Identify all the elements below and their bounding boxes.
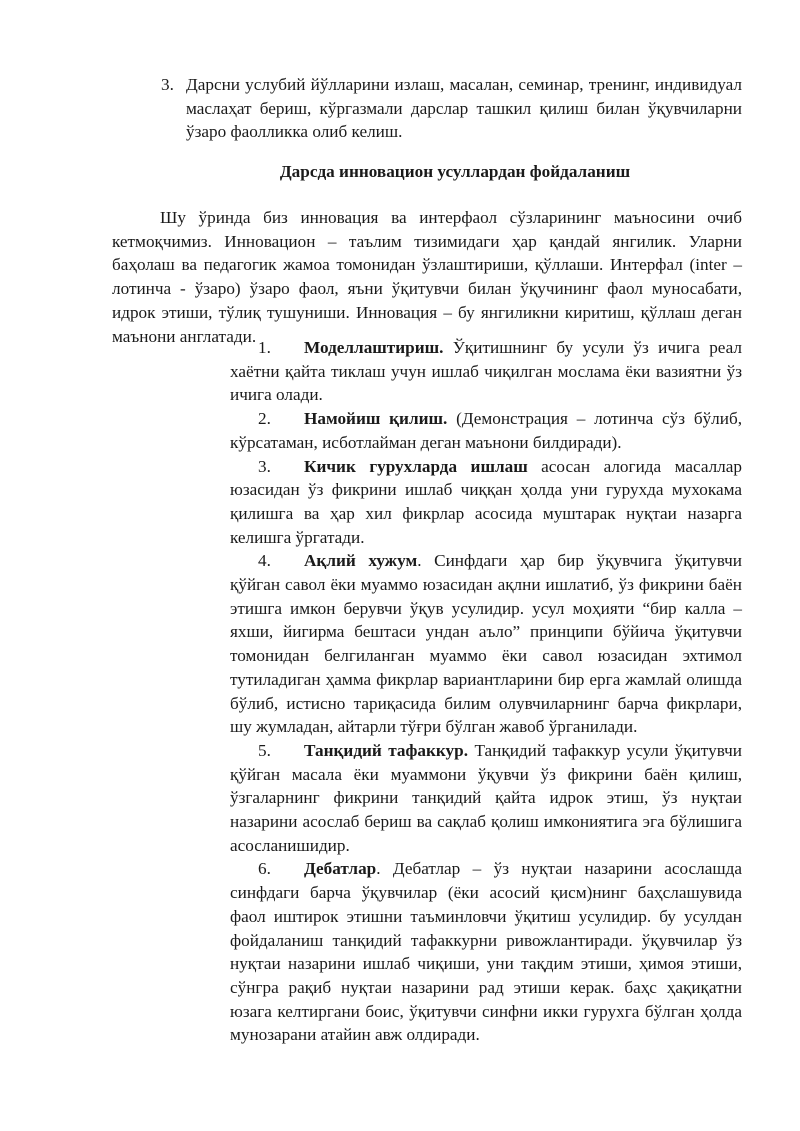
intro-item-number: 3. bbox=[161, 75, 174, 94]
method-description: Танқидий тафаккур усули ўқитувчи қўйган масала ёки муаммони ўқувчи ўз фикрини баён қилиш, ўзгаларнинг фикрини танқидий қайта идрок этиш, ўз нуқтаи назарини асослаб бериш ва сақлаб қолиш имкониятига эга бўлишига асосланишидир. bbox=[230, 740, 742, 855]
method-term: Дебатлар bbox=[304, 859, 377, 879]
method-item-demonstration bbox=[230, 407, 742, 454]
method-number: 5. bbox=[258, 740, 271, 760]
method-term: Моделлаштириш. bbox=[304, 338, 444, 357]
method-term: Ақлий хужум bbox=[304, 551, 418, 571]
intro-paragraph: Шу ўринда биз инновация ва интерфаол сўзларининг маъносини очиб кетмоқчимиз. Инновацион – таълим тизимидаги ҳар қандай янгилик. Уларни баҳолаш ва педагогик жамоа томонидан ўзлаштириши, қўллаши. Интерфал (inter – лотинча - ўзаро) ўзаро фаол, яъни ўқитувчи билан ўқучининг фаол муносабати, идрок этиши, тўлиқ тушуниши. Инновация – бу янгиликни киритиш, қўллаш деган маънони англатади. bbox=[112, 208, 742, 346]
method-item-small-groups bbox=[230, 455, 742, 550]
method-number: 3. bbox=[258, 456, 271, 476]
method-item-modeling bbox=[230, 336, 742, 407]
method-number: 6. bbox=[258, 859, 271, 879]
method-description: Ўқитишнинг бу усули ўз ичига реал хаётни қайта тиклаш учун ишлаб чиқилган мослама ёки вазиятни ўз ичига олади. bbox=[230, 338, 742, 405]
method-description: (Демонстрация – лотинча сўз бўлиб, кўрсатаман, исботлайман деган маънони билдиради). bbox=[230, 409, 742, 452]
method-term: Намойиш қилиш. bbox=[304, 409, 448, 429]
method-number: 4. bbox=[258, 551, 271, 571]
methods-list bbox=[230, 336, 742, 1047]
section-heading: Дарсда инновацион усуллардан фойдаланиш bbox=[279, 162, 631, 181]
method-item-debates bbox=[230, 857, 742, 1047]
method-number: 2. bbox=[258, 409, 271, 429]
method-description: . Дебатлар – ўз нуқтаи назарини асослашда синфдаги барча ўқувчилар (ёки асосий қисм)нинг баҳслашувида фаол иштирок этишни таъминловчи ўқитиш усулидир. бу усулдан фойдаланиш танқидий тафаккурни ривожлантиради. ўқувчилар ўз нуқтаи назарини ишлаб чиқиши, уни тақдим этиши, ҳимоя этиши, сўнгра рақиб нуқтаи назарини рад этиши керак. баҳс ҳақиқатни юзага келтиргани боис, ўқитувчи синфни икки гурухга бўлган ҳолда мунозарани атайин авж олдиради. bbox=[230, 859, 742, 1045]
method-number: 1. bbox=[258, 338, 271, 357]
method-item-critical-thinking bbox=[230, 739, 742, 858]
method-item-brainstorming bbox=[230, 549, 742, 739]
intro-list-item bbox=[161, 73, 742, 144]
intro-item-text: Дарсни услубий йўлларини излаш, масалан, семинар, тренинг, индивидуал маслаҳат бериш, кўргазмали дарслар ташкил қилиш билан ўқувчиларни ўзаро фаолликка олиб келиш. bbox=[186, 75, 742, 142]
method-description: . Синфдаги ҳар бир ўқувчига ўқитувчи қўйган савол ёки муаммо юзасидан ақлни ишлатиб, ўз фикрини баён этишга имкон берувчи ўқув усулидир. усул моҳияти “бир калла – яхши, йигирма бештаси ундан аъло” принципи бўйича ўқитувчи томонидан белгиланган муаммо ёки савол юзасидан эхтимол тутиладиган ҳамма фикрлар вариантларини бир ерга жамлай олишда бўлиб, истисно тариқасида билим олувчиларнинг барча фикрлари, шу жумладан, айтарли тўғри бўлган жавоб ўрганилади. bbox=[230, 551, 743, 737]
method-term: Кичик гурухларда ишлаш bbox=[304, 456, 528, 476]
method-description: асосан алогида масаллар юзасидан ўз фикрини ишлаб чиққан ҳолда уни гурухда мухокама қилишга ва ҳар хил фикрлар асосида муштарак нуқтаи назарга келишга ўргатади. bbox=[230, 456, 742, 547]
method-term: Танқидий тафаккур. bbox=[304, 740, 469, 760]
